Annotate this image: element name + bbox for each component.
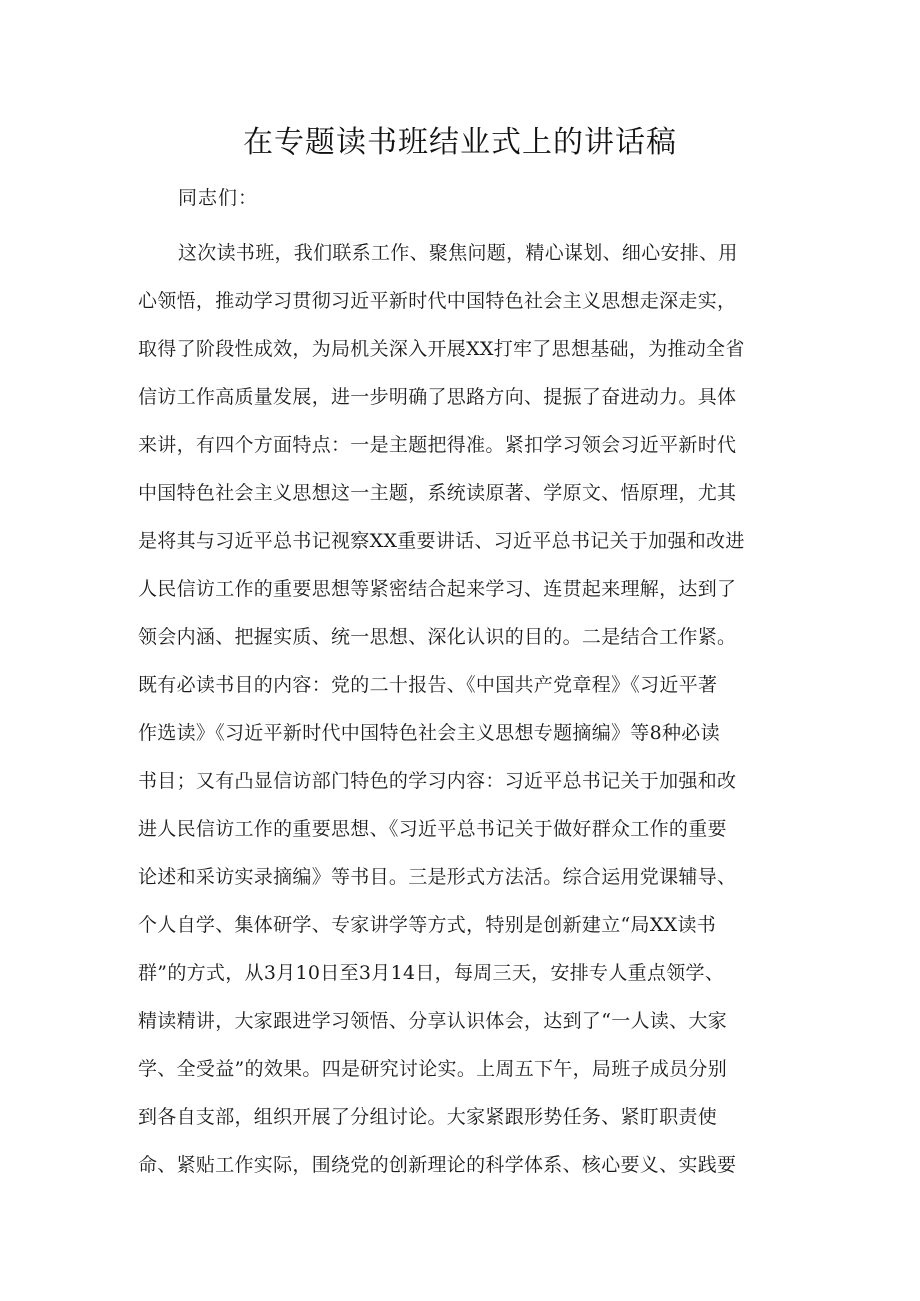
paragraph-line: 这次读书班，我们联系工作、聚焦问题，精心谋划、细心安排、用 bbox=[178, 242, 738, 264]
document-title: 在专题读书班结业式上的讲话稿 bbox=[243, 125, 677, 160]
paragraph-line: 学、全受益”的效果。四是研究讨论实。上周五下午，局班子成员分别 bbox=[138, 1058, 728, 1080]
paragraph-line: 中国特色社会主义思想这一主题，系统读原著、学原文、悟原理，尤其 bbox=[138, 482, 737, 504]
paragraph-line: 精读精讲，大家跟进学习领悟、分享认识体会，达到了“一人读、大家 bbox=[138, 1010, 728, 1032]
paragraph-line: 领会内涵、把握实质、统一思想、深化认识的目的。二是结合工作紧。 bbox=[138, 626, 737, 648]
paragraph-line: 到各自支部，组织开展了分组讨论。大家紧跟形势任务、紧盯职责使 bbox=[138, 1106, 718, 1128]
paragraph-line: 进人民信访工作的重要思想、《习近平总书记关于做好群众工作的重要 bbox=[138, 818, 727, 840]
body-paragraph bbox=[138, 229, 778, 1189]
paragraph-line: 来讲，有四个方面特点：一是主题把得准。紧扣学习领会习近平新时代 bbox=[138, 434, 737, 456]
paragraph-line: 群”的方式，从3月10日至3月14日，每周三天，安排专人重点领学、 bbox=[138, 962, 725, 984]
paragraph-line: 书目；又有凸显信访部门特色的学习内容：习近平总书记关于加强和改 bbox=[138, 770, 737, 792]
paragraph-line: 论述和采访实录摘编》等书目。三是形式方法活。综合运用党课辅导、 bbox=[138, 866, 737, 888]
paragraph-line: 人民信访工作的重要思想等紧密结合起来学习、连贯起来理解，达到了 bbox=[138, 578, 737, 600]
paragraph-line: 心领悟，推动学习贯彻习近平新时代中国特色社会主义思想走深走实， bbox=[138, 290, 737, 312]
paragraph-line: 作选读》《习近平新时代中国特色社会主义思想专题摘编》等8种必读 bbox=[138, 722, 720, 744]
paragraph-line: 信访工作高质量发展，进一步明确了思路方向、提振了奋进动力。具体 bbox=[138, 386, 737, 408]
paragraph-line: 个人自学、集体研学、专家讲学等方式，特别是创新建立“局XX读书 bbox=[138, 914, 717, 936]
paragraph-line: 命、紧贴工作实际，围绕党的创新理论的科学体系、核心要义、实践要 bbox=[138, 1154, 737, 1176]
salutation: 同志们： bbox=[178, 187, 259, 209]
paragraph-line: 是将其与习近平总书记视察XX重要讲话、习近平总书记关于加强和改进 bbox=[138, 530, 745, 552]
paragraph-line: 取得了阶段性成效，为局机关深入开展XX打牢了思想基础，为推动全省 bbox=[138, 338, 745, 360]
paragraph-line: 既有必读书目的内容：党的二十报告、《中国共产党章程》《习近平著 bbox=[138, 674, 718, 696]
